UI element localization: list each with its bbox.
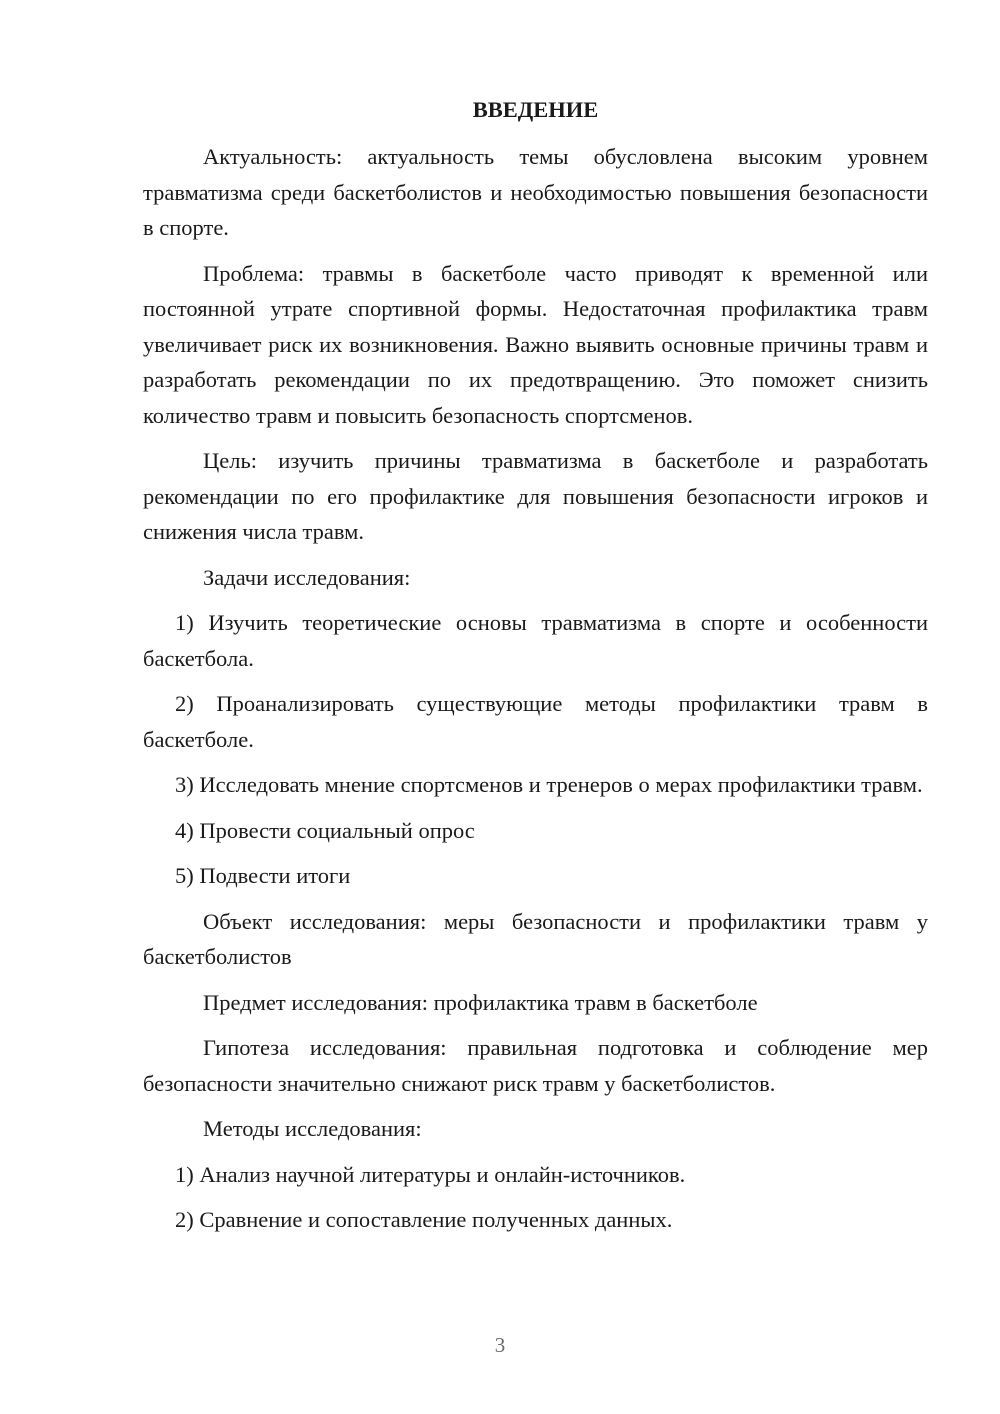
object-paragraph: Объект исследования: меры безопасности и профилактики травм у баскетболистов — [143, 908, 928, 969]
goal-paragraph: Цель: изучить причины травматизма в баскетболе и разработать рекомендации по его профилактике для повышения безопасности игроков и снижения числа травм. — [143, 448, 928, 544]
task-item: 4) Провести социальный опрос — [175, 817, 475, 843]
problem-paragraph: Проблема: травмы в баскетболе часто приводят к временной или постоянной утрате спортивной формы. Недостаточная профилактика травм увеличивает риск их возникновения. Важно выявить основные причины травм и разработать рекомендации по их предотвращению. Это поможет снизить количество травм и повысить безопасность спортсменов. — [143, 260, 928, 428]
task-item: 5) Подвести итоги — [175, 863, 351, 888]
methods-heading: Методы исследования: — [203, 1116, 422, 1141]
task-item: 1) Изучить теоретические основы травматизма в спорте и особенности баскетбола. — [143, 610, 928, 671]
method-item: 1) Анализ научной литературы и онлайн-источников. — [175, 1161, 686, 1187]
hypothesis-paragraph: Гипотеза исследования: правильная подготовка и соблюдение мер безопасности значительно снижают риск травм у баскетболистов. — [143, 1035, 928, 1096]
tasks-heading: Задачи исследования: — [203, 564, 411, 590]
document-page — [143, 92, 928, 1248]
task-item: 3) Исследовать мнение спортсменов и тренеров о мерах профилактики травм. — [175, 772, 923, 797]
subject-paragraph: Предмет исследования: профилактика травм в баскетболе — [203, 989, 758, 1015]
section-title: ВВЕДЕНИЕ — [472, 97, 599, 122]
task-item: 2) Проанализировать существующие методы профилактики травм в баскетболе. — [143, 691, 928, 752]
page-number: 3 — [494, 1333, 506, 1357]
relevance-paragraph: Актуальность: актуальность темы обусловлена высоким уровнем травматизма среди баскетболистов и необходимостью повышения безопасности в спорте. — [143, 144, 928, 240]
method-item: 2) Сравнение и сопоставление полученных данных. — [175, 1207, 673, 1232]
